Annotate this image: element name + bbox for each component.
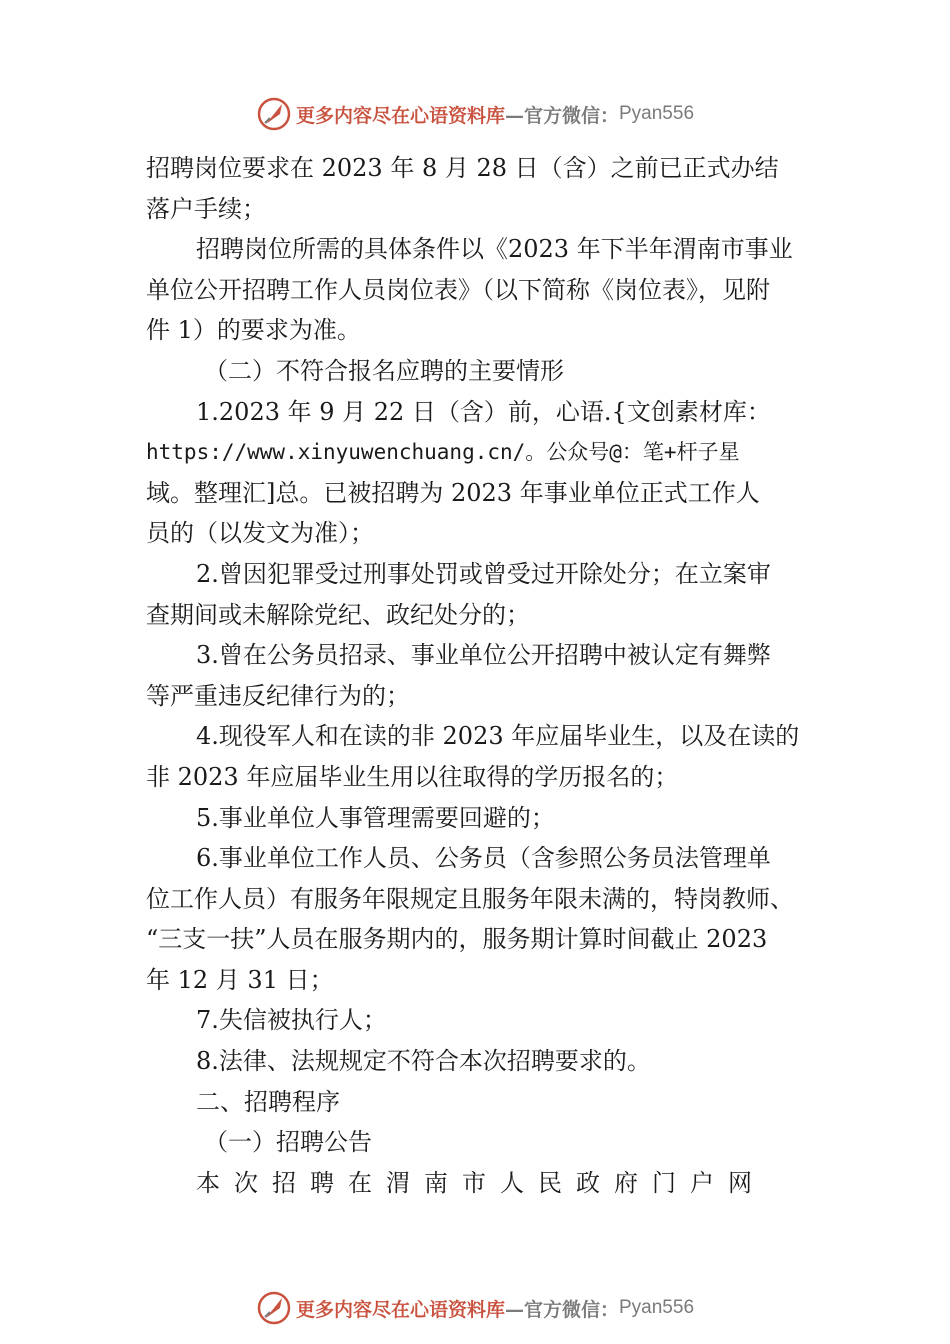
body-line: 8.法律、法规规定不符合本次招聘要求的。: [196, 1047, 651, 1076]
body-line: 3.曾在公务员招录、事业单位公开招聘中被认定有舞弊: [196, 641, 771, 670]
footer-watermark: [0, 1288, 950, 1328]
section-heading: （二）不符合报名应聘的主要情形: [204, 356, 564, 385]
body-line-url: https://www.xinyuwenchuang.cn/。公众号@：笔+杆子星: [146, 440, 740, 465]
watermark-brand: 更多内容尽在心语资料库: [295, 104, 505, 127]
header-watermark: [0, 94, 950, 134]
body-line: 位工作人员）有服务年限规定且服务年限未满的，特岗教师、: [146, 884, 794, 913]
subsection-heading: （一）招聘公告: [204, 1128, 372, 1157]
body-line: 6.事业单位工作人员、公务员（含参照公务员法管理单: [196, 844, 771, 873]
watermark-separator: —官方微信：: [504, 1298, 619, 1321]
watermark-brand: 更多内容尽在心语资料库: [295, 1298, 505, 1321]
watermark-wechat-id: Pyan556: [619, 103, 695, 124]
body-line: 域。整理汇]总。已被招聘为 2023 年事业单位正式工作人: [146, 478, 760, 507]
body-line: 查期间或未解除党纪、政纪处分的；: [146, 600, 530, 629]
watermark-wechat-id: Pyan556: [619, 1297, 695, 1318]
body-line: 5.事业单位人事管理需要回避的；: [196, 803, 555, 832]
watermark-separator: —官方微信：: [504, 104, 619, 127]
body-line: 年 12 月 31 日；: [146, 965, 334, 994]
quill-logo-icon: [256, 96, 292, 132]
body-line: 件 1）的要求为准。: [146, 316, 361, 345]
body-line: 1.2023 年 9 月 22 日（含）前，心语.{文创素材库：: [196, 397, 771, 426]
body-line: 4.现役军人和在读的非 2023 年应届毕业生，以及在读的: [196, 722, 800, 751]
body-line: 7.失信被执行人；: [196, 1006, 387, 1035]
document-body: [146, 148, 810, 1203]
body-line: 招聘岗位要求在 2023 年 8 月 28 日（含）之前已正式办结: [146, 154, 779, 182]
quill-logo-icon: [256, 1290, 292, 1326]
body-line: 等严重违反纪律行为的；: [146, 681, 410, 710]
body-line: 本次招聘在渭南市人民政府门户网: [196, 1168, 766, 1197]
body-line: 员的（以发文为准）；: [146, 519, 374, 548]
section-heading: 二、招聘程序: [196, 1087, 340, 1116]
body-line: 2.曾因犯罪受过刑事处罚或曾受过开除处分；在立案审: [196, 559, 771, 588]
body-line: 落户手续；: [146, 194, 266, 223]
body-line: 招聘岗位所需的具体条件以《2023 年下半年渭南市事业: [196, 235, 793, 264]
body-line: 单位公开招聘工作人员岗位表》（以下简称《岗位表》，见附: [146, 275, 770, 304]
body-line: 非 2023 年应届毕业生用以往取得的学历报名的；: [146, 762, 679, 791]
body-line: “三支一扶”人员在服务期内的，服务期计算时间截止 2023: [146, 925, 768, 954]
